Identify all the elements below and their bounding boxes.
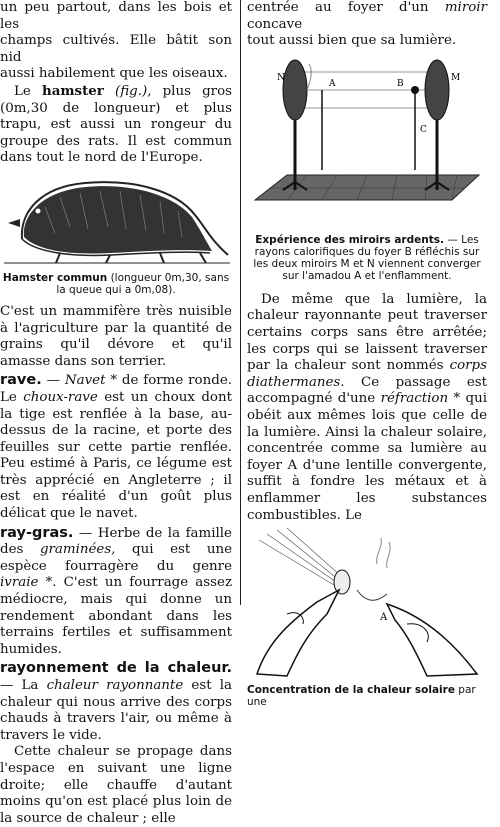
raygras-entry (0, 525, 232, 659)
text-line: champs cultivés. Elle bâtit son nid (0, 33, 232, 65)
text-line: aussi habilement que les oiseaux. (0, 66, 228, 82)
caption-text: par une (247, 684, 476, 709)
hamster-paragraph (0, 83, 232, 167)
entry-headword: ray-gras. (0, 524, 74, 541)
text-line: un peu partout, dans les bois et les (0, 0, 232, 32)
text: *. C'est un fourrage assez médiocre, mais qui donne un rendement abondant dans les terrains fertiles et suffisamment humides. (0, 575, 232, 657)
caption-text: (longueur 0m,30, sans la queue qui a 0m,08). (56, 271, 230, 296)
hamster-term: hamster (41, 82, 104, 99)
text: — La (0, 678, 47, 693)
label-c: C (420, 124, 427, 135)
mirrors-caption (247, 234, 487, 282)
label-a: A (329, 78, 336, 89)
text: centrée au foyer d'un (247, 0, 445, 15)
entry-headword: rayonnement de la chaleur. (0, 660, 232, 677)
term: graminées (39, 542, 112, 558)
text: De même que la lumière, la chaleur rayonnante peut traverser certains corps sans être arrêtée; les corps qui se laissent traverser par la chaleur sont nommés (247, 291, 487, 374)
hamster-illustration (0, 167, 232, 272)
text: . Ce passage est accompagné d'une (247, 374, 487, 407)
label-a-lens: A (380, 612, 388, 624)
term: Navet (64, 373, 106, 389)
rave-entry (0, 372, 232, 522)
term: chaleur rayonnante (46, 678, 184, 693)
column-divider (240, 0, 241, 605)
label-b: B (397, 78, 404, 89)
left-column (0, 0, 232, 827)
caption-title: Hamster commun (2, 271, 108, 284)
term: réfraction (380, 391, 449, 407)
rayonnement-entry (0, 660, 232, 744)
caption-text: — Les rayons calorifiques du foyer B réfléchis sur les deux miroirs M et N viennent converger sur l'amadou A et l'enflamment. (253, 233, 481, 282)
intro-line (0, 0, 232, 33)
lens-caption (247, 684, 487, 708)
rayonnement-paragraph (0, 744, 232, 827)
hamster-caption (0, 272, 232, 296)
lens-illustration (247, 524, 487, 684)
term: ivraie (0, 575, 39, 591)
text: est la chaleur qui nous arrive des corps chauds à travers l'air, ou même à travers le vide. (0, 678, 232, 743)
intro-line (0, 33, 232, 66)
caption-title: Concentration de la chaleur solaire (247, 684, 455, 697)
text: — (41, 373, 65, 389)
caption-title: Expérience des miroirs ardents. (255, 233, 444, 246)
entry-headword: rave. (0, 372, 42, 389)
text: * de forme ronde. Le (0, 373, 232, 405)
text: , plus gros (0m,30 de longueur) et plus trapu, est aussi un rongeur du groupe des rats. Il est commun dans tout le nord de l'Europe. (0, 83, 233, 166)
right-column (247, 0, 487, 708)
term: corps diathermanes (247, 358, 487, 390)
text: — Herbe de la famille des (0, 525, 232, 558)
top-line (247, 33, 487, 50)
label-m: M (451, 72, 461, 83)
text: tout aussi bien que sa lumière. (247, 33, 457, 49)
text: * qui obéit aux mêmes lois que celle de la lumière. Ainsi la chaleur solaire, concentrée comme sa lumière au foyer A d'une lentille convergente, suffit à fondre les métaux et à enflammer les substances combustibles. Le (247, 391, 487, 523)
label-n: N (277, 72, 285, 83)
text: C'est un mammifère très nuisible à l'agriculture par la quantité de grains qu'il dévore et qu'il amasse dans son terrier. (0, 303, 232, 369)
term: choux-rave (23, 389, 98, 405)
hamster-after-paragraph (0, 304, 232, 370)
text: concave (247, 16, 303, 32)
fig-ref: (fig.) (103, 83, 148, 99)
text: est un choux dont la tige est renflée à la base, au-dessus de la racine, et porte des feuilles sur cette partie renflée. Peu estimé à Paris, ce légume est très apprécié en Angleterre ; il est en réalité d'un goût plus délicat que le navet. (0, 389, 232, 522)
intro-line (0, 66, 232, 83)
mirrors-illustration (247, 50, 487, 230)
term: miroir (444, 0, 487, 15)
top-line (247, 0, 487, 33)
text: Le (14, 83, 42, 99)
text: , qui est une espèce fourragère du genre (0, 542, 233, 574)
chaleur-paragraph (247, 292, 487, 524)
text: Cette chaleur se propage dans l'espace en suivant une ligne droite; elle chauffe d'autant moins qu'on est placé plus loin de la source de chaleur ; elle (0, 744, 232, 826)
